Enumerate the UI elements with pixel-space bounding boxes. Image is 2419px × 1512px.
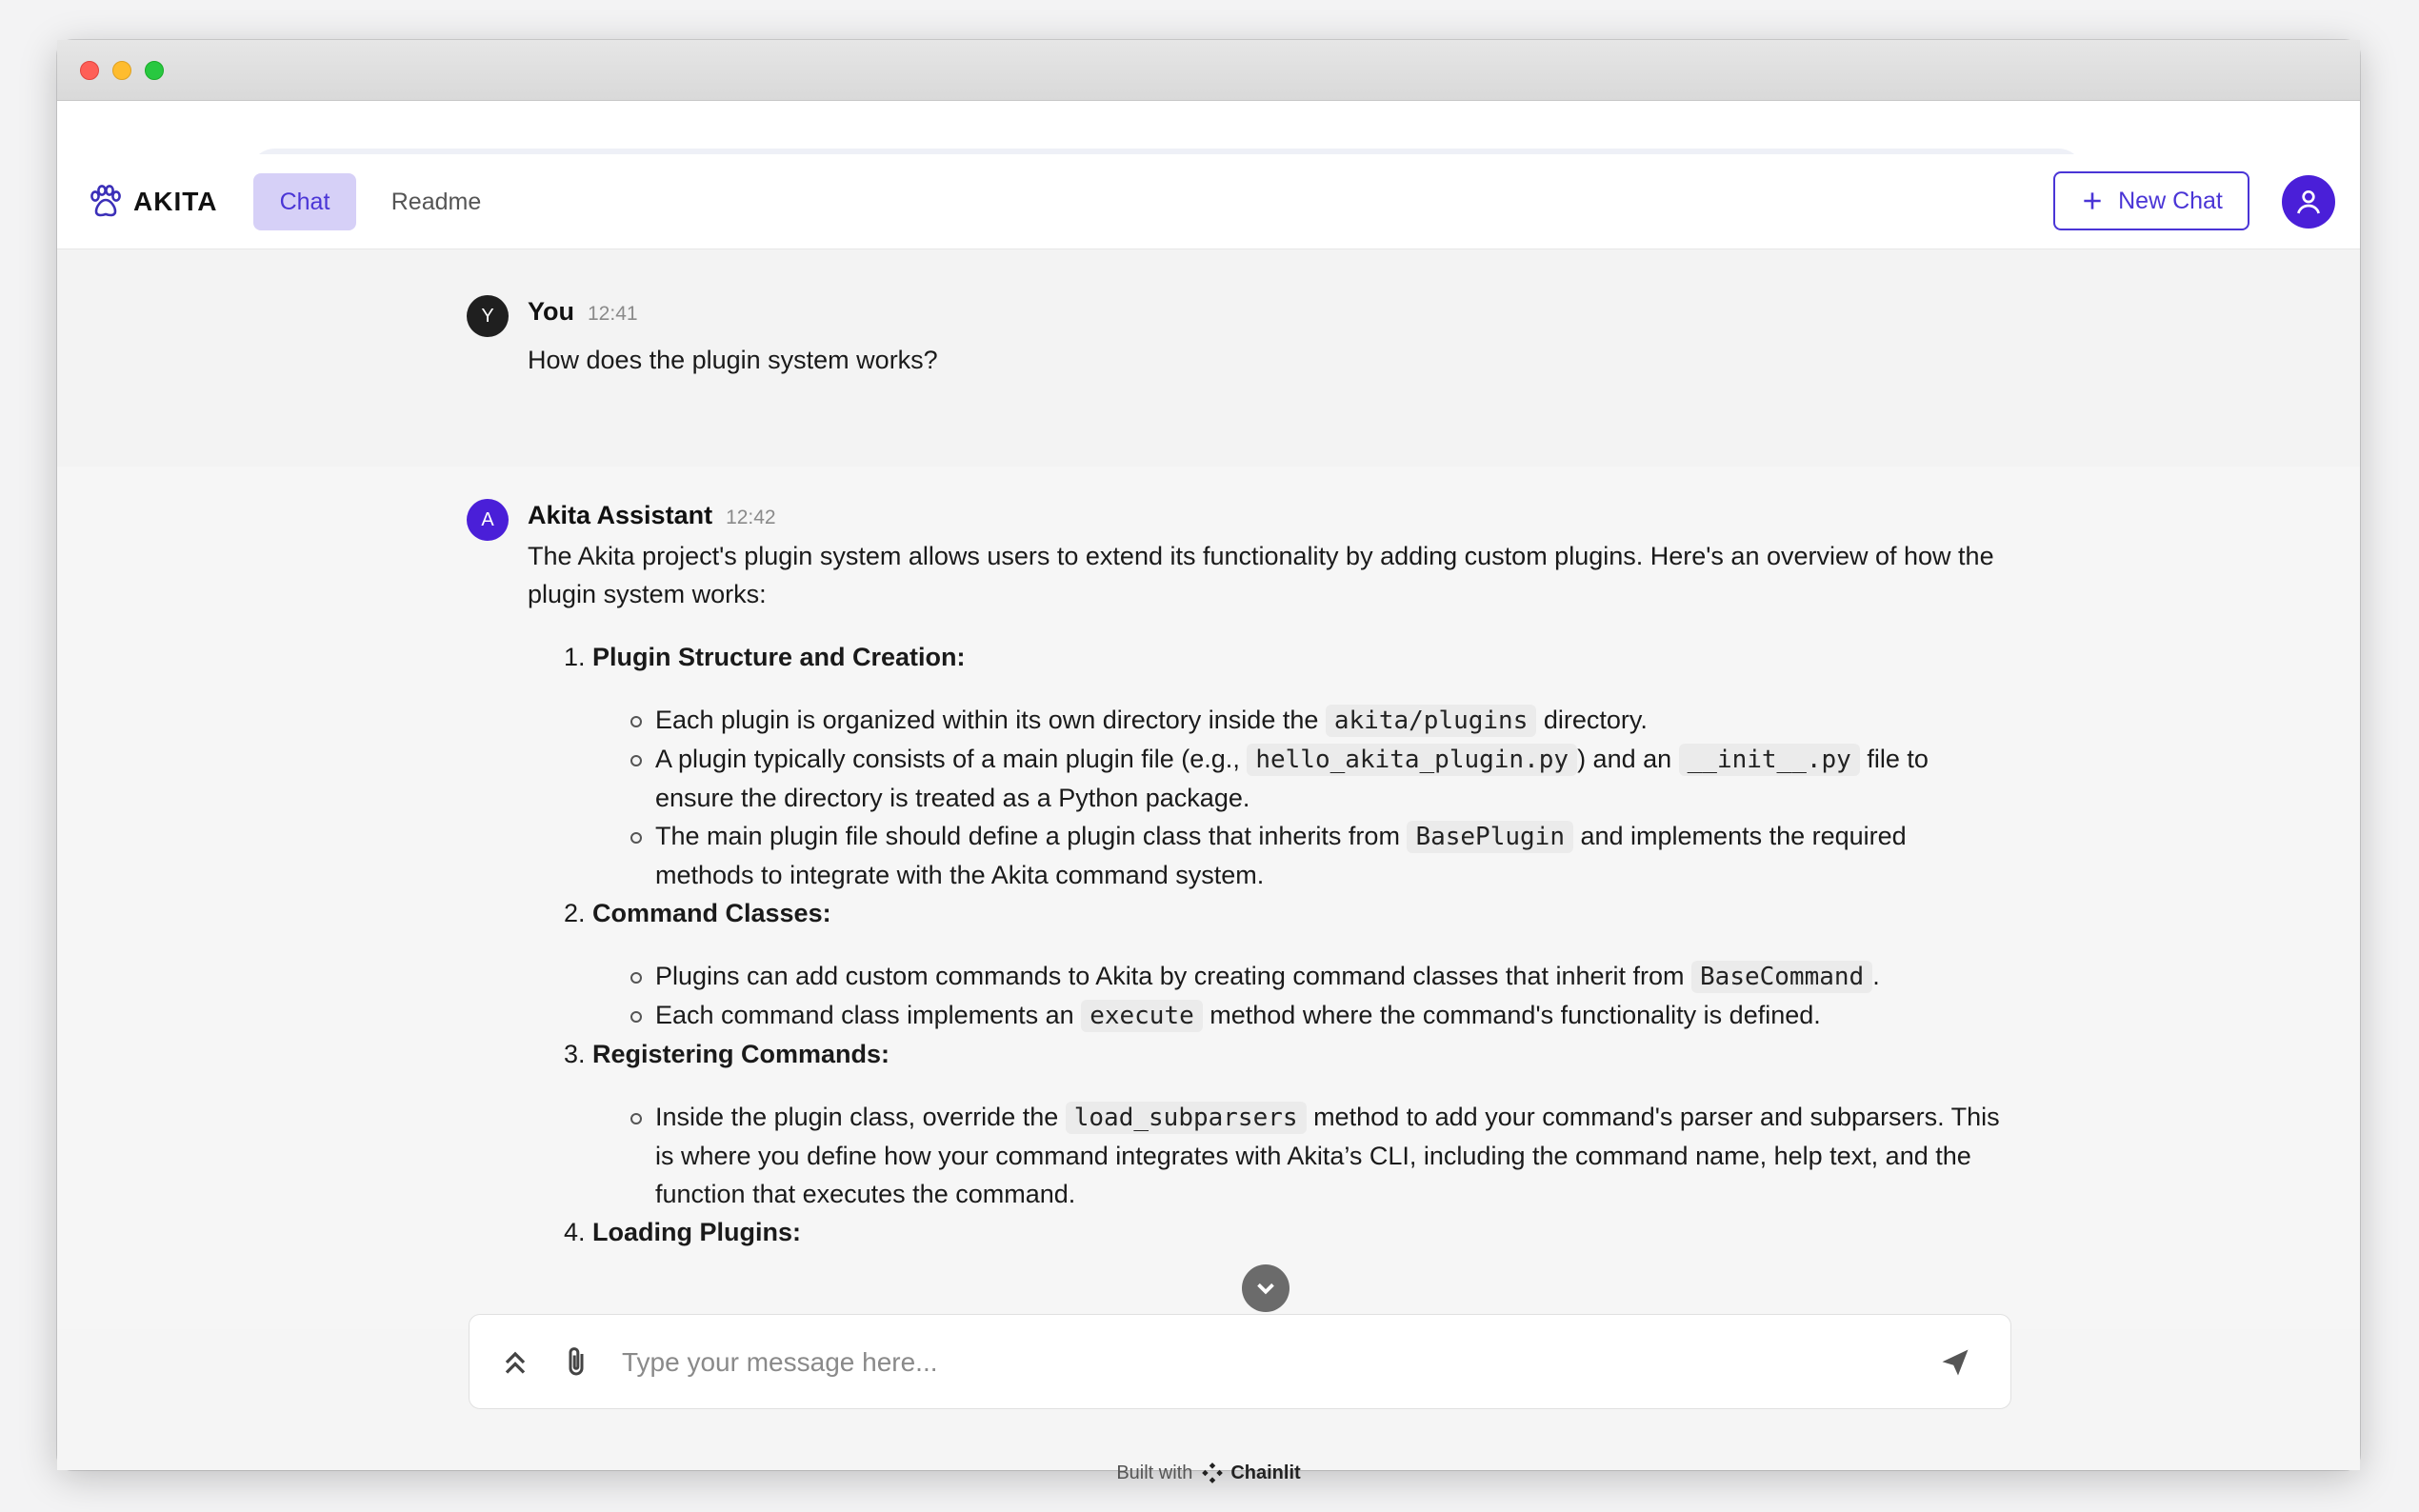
user-icon — [2293, 187, 2324, 217]
scroll-to-bottom-button[interactable] — [1242, 1264, 1289, 1312]
section-title: Command Classes: — [592, 899, 831, 927]
bullet-item: Each plugin is organized within its own directory inside the akita/plugins directory. — [630, 701, 2004, 740]
user-account-button[interactable] — [2282, 175, 2335, 229]
app-logo[interactable] — [86, 183, 217, 221]
paperclip-icon[interactable] — [559, 1343, 593, 1382]
code-span: BaseCommand — [1691, 961, 1872, 993]
tab-chat[interactable]: Chat — [253, 173, 356, 230]
title-bar — [57, 40, 2360, 101]
section-title: Plugin Structure and Creation: — [592, 643, 966, 671]
bullet-item: Inside the plugin class, override the load_subparsers method to add your command's parser and subparsers. This is where you define how your command integrates with Akita’s CLI, including the command name, help text, and the function that executes the command. — [630, 1098, 2004, 1213]
user-message-avatar: Y — [467, 295, 509, 337]
section-title: Registering Commands: — [592, 1040, 890, 1068]
logo-text: AKITA — [133, 187, 218, 216]
assistant-message-author: Akita Assistant — [528, 501, 713, 529]
built-with-footer — [57, 1461, 2360, 1485]
send-icon[interactable] — [1938, 1345, 1972, 1380]
code-span: hello_akita_plugin.py — [1247, 744, 1577, 776]
chainlit-logo-icon — [1200, 1461, 1225, 1485]
user-message-time: 12:41 — [588, 303, 638, 325]
code-span: akita/plugins — [1326, 705, 1537, 737]
bullet-item: The main plugin file should define a plugin class that inherits from BasePlugin and implements the required methods to integrate with the Akita command system. — [630, 817, 2004, 894]
chevrons-up-icon[interactable] — [498, 1345, 532, 1380]
built-with-text: Built with — [1116, 1462, 1193, 1483]
assistant-intro: The Akita project's plugin system allows users to extend its functionality by adding custom plugins. Here's an overview of how the plugin system works: — [528, 542, 1994, 608]
user-message — [57, 249, 2360, 467]
chainlit-brand-text: Chainlit — [1230, 1462, 1301, 1483]
bullet-item: Each command class implements an execute method where the command's functionality is defined. — [630, 996, 2004, 1035]
paw-icon — [86, 183, 124, 221]
code-span: __init__.py — [1679, 744, 1860, 776]
chat-thread[interactable] — [57, 249, 2360, 1330]
list-number: 3. — [564, 1040, 586, 1068]
list-number: 1. — [564, 643, 586, 671]
code-span: load_subparsers — [1066, 1102, 1307, 1134]
list-item — [564, 894, 2004, 932]
assistant-message-avatar: A — [467, 499, 509, 541]
list-item — [564, 1213, 2004, 1251]
maximize-window-button[interactable] — [145, 61, 164, 80]
message-composer — [469, 1314, 2011, 1409]
plus-icon — [2080, 189, 2105, 213]
section-title: Loading Plugins: — [592, 1218, 801, 1246]
bullet-item: A plugin typically consists of a main plugin file (e.g., hello_akita_plugin.py ) and an __init__.py file to ensure the directory is treated as a Python package. — [630, 740, 2004, 817]
assistant-message-time: 12:42 — [726, 507, 776, 528]
minimize-window-button[interactable] — [112, 61, 131, 80]
list-item — [564, 638, 2004, 676]
list-item — [564, 1035, 2004, 1073]
user-message-header — [528, 297, 638, 327]
message-input[interactable] — [622, 1340, 1860, 1385]
bullet-item: Plugins can add custom commands to Akita by creating command classes that inherit from BaseCommand . — [630, 957, 2004, 996]
list-number: 2. — [564, 899, 586, 927]
code-span: BasePlugin — [1407, 821, 1573, 853]
chainlit-link[interactable] — [1200, 1461, 1300, 1485]
new-chat-label: New Chat — [2118, 187, 2223, 214]
tab-readme[interactable]: Readme — [390, 188, 482, 215]
new-chat-button[interactable] — [2053, 171, 2249, 230]
assistant-message-body — [528, 537, 2004, 1276]
code-span: execute — [1081, 1000, 1203, 1032]
user-message-text: How does the plugin system works? — [528, 346, 938, 374]
list-number: 4. — [564, 1218, 586, 1246]
user-message-author: You — [528, 297, 574, 326]
chevron-down-icon — [1251, 1274, 1280, 1303]
assistant-message-header — [528, 501, 776, 530]
browser-window — [57, 40, 2360, 1483]
app-header — [57, 154, 2360, 249]
close-window-button[interactable] — [80, 61, 99, 80]
